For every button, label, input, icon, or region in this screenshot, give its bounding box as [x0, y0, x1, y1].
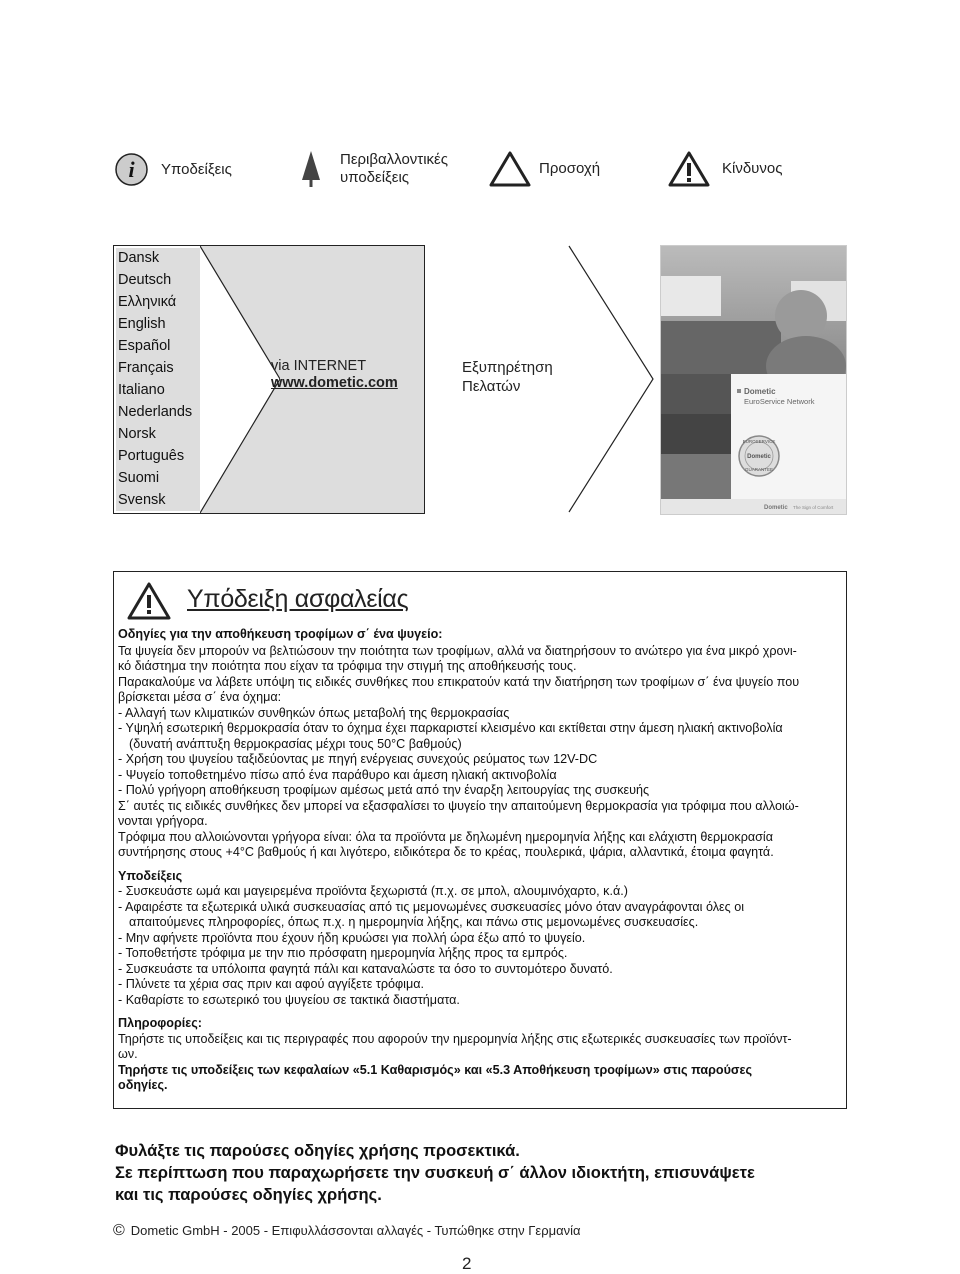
- paragraph-line: Τα ψυγεία δεν μπορούν να βελτιώσουν την ποιότητα των τροφίμων, αλλά να διατηρήσουν το ανώτερο για ένα μικρό χρονι-: [118, 643, 797, 658]
- paragraph-line: Σ΄ αυτές τις ειδικές συνθήκες δεν μπορεί να εξασφαλίσει το ψυγείο την απαιτούμενη θερμοκρασία για τρόφιμα που αλλοιώ-: [118, 798, 799, 813]
- legend-hints-label: Υποδείξεις: [161, 160, 232, 178]
- info-icon: [115, 153, 148, 186]
- language-item: Suomi: [118, 470, 160, 486]
- keep-instructions-notice: [115, 1140, 845, 1206]
- info-line-bold: οδηγίες.: [118, 1078, 168, 1092]
- safety-body: [118, 627, 840, 1094]
- condition-item: - Υψηλή εσωτερική θερμοκρασία όταν το όχημα έχει παρκαριστεί κλεισμένο και εκτίθεται στην άμεση ηλιακή ακτινοβολία: [118, 721, 783, 735]
- warning-danger-icon: [127, 582, 171, 620]
- copyright-line: [113, 1222, 581, 1240]
- legend-hints: [115, 153, 232, 186]
- language-box: [113, 245, 425, 514]
- legend-danger-label: Κίνδυνος: [722, 160, 783, 177]
- seal-mid-text: Dometic: [747, 454, 771, 460]
- euroservice-seal: [739, 436, 779, 476]
- tree-icon: [300, 150, 322, 188]
- seal-top-text: EUROSERVICE: [742, 439, 776, 444]
- page-number: 2: [462, 1254, 472, 1273]
- notice-line: και τις παρούσες οδηγίες χρήσης.: [115, 1186, 382, 1204]
- language-item: Nederlands: [118, 404, 193, 420]
- language-item: Dansk: [118, 250, 160, 266]
- condition-item: - Αλλαγή των κλιματικών συνθηκών όπως μεταβολή της θερμοκρασίας: [118, 705, 510, 720]
- paragraph-line: κό διάστημα την ποιότητα που είχαν τα τρόφιμα την στιγμή της αποθήκευσής τους.: [118, 659, 577, 673]
- language-item: Português: [118, 448, 185, 464]
- condition-item: - Χρήση του ψυγείου ταξιδεύοντας με πηγή ενέργειας συνεχούς ρεύματος των 12V-DC: [118, 752, 598, 766]
- euroservice-brochure-image: [660, 245, 847, 515]
- storage-heading: Οδηγίες για την αποθήκευση τροφίμων σ΄ ένα ψυγείο:: [118, 627, 443, 641]
- hints-heading: Υποδείξεις: [118, 868, 183, 883]
- seal-bottom-text: GUARANTEE: [744, 467, 774, 472]
- brochure-network: EuroService Network: [744, 397, 815, 406]
- notice-line: Φυλάξτε τις παρούσες οδηγίες χρήσης προσεκτικά.: [115, 1142, 520, 1160]
- condition-item: - Πολύ γρήγορη αποθήκευση τροφίμων αμέσως μετά από την έναρξη λειτουργίας της συσκευής: [118, 783, 650, 797]
- legend-environment: [300, 150, 448, 188]
- hint-item: - Τοποθετήστε τρόφιμα με την πιο πρόσφατη ημερομηνία λήξης προς τα εμπρός.: [118, 946, 568, 960]
- hint-item: - Συσκευάστε τα υπόλοιπα φαγητά πάλι και καταναλώστε τα όσο το συντομότερο δυνατό.: [118, 961, 613, 976]
- customer-service: [462, 358, 553, 396]
- arrow-chevron-icon: [568, 245, 654, 513]
- warning-triangle-icon: [489, 151, 531, 187]
- language-item: Deutsch: [118, 272, 172, 288]
- language-item: Français: [118, 360, 174, 376]
- notice-line: Σε περίπτωση που παραχωρήσετε την συσκευή σ΄ άλλον ιδιοκτήτη, επισυνάψετε: [115, 1164, 755, 1182]
- arrow-chevron-icon: [200, 246, 280, 513]
- hint-item: - Πλύνετε τα χέρια σας πριν και αφού αγγίξετε τρόφιμα.: [118, 977, 424, 991]
- paragraph-line: συντήρησης στους +4°C βαθμούς ή και λιγότερο, ειδικότερα δε το κρέας, πουλερικά, ψάρια, αλλαντικά, έτοιμα φαγητά.: [118, 845, 774, 859]
- condition-item: - Ψυγείο τοποθετημένο πίσω από ένα παράθυρο και άμεση ηλιακή ακτινοβολία: [118, 767, 557, 782]
- paragraph-line: νονται γρήγορα.: [118, 814, 208, 828]
- customer-service-line1: Εξυπηρέτηση: [462, 359, 553, 376]
- paragraph-line: Τρόφιμα που αλλοιώνονται γρήγορα είναι: όλα τα προϊόντα με δηλωμένη ημερομηνία λήξης και ελάχιστη θερμοκρασία: [118, 829, 774, 844]
- legend-caution-label: Προσοχή: [539, 160, 601, 177]
- hint-item: - Μην αφήνετε προϊόντα που έχουν ήδη κρυώσει για πολλή ώρα έξω από το ψυγείο.: [118, 930, 586, 945]
- legend-environment-line2: υποδείξεις: [340, 169, 410, 186]
- hint-item: - Συσκευάστε ωμά και μαγειρεμένα προϊόντα ξεχωριστά (π.χ. σε μπολ, αλουμινόχαρτο, κ.ά.): [118, 884, 628, 898]
- copyright-icon: ©: [113, 1222, 125, 1239]
- via-internet-label: via INTERNET: [271, 358, 367, 374]
- customer-service-line2: Πελατών: [462, 378, 521, 395]
- hint-item: - Καθαρίστε το εσωτερικό του ψυγείου σε τακτικά διαστήματα.: [118, 992, 460, 1007]
- language-item: Ελληνικά: [118, 294, 177, 310]
- language-item: Svensk: [118, 492, 166, 508]
- via-internet: [271, 358, 398, 392]
- svg-text:i: i: [128, 157, 135, 182]
- dometic-url-link[interactable]: www.dometic.com: [271, 375, 398, 391]
- info-line: ων.: [118, 1047, 138, 1061]
- language-item: Español: [118, 338, 171, 354]
- paragraph-line: Παρακαλούμε να λάβετε υπόψη τις ειδικές συνθήκες που επικρατούν κατά την διατήρηση των τροφίμων σ΄ ένα ψυγείο που: [118, 674, 800, 689]
- hint-item-cont: απαιτούμενες πληροφορίες, όπως π.χ. η ημερομηνία λήξης, και πάνω στις μεμονωμένες συσκευασίες.: [129, 915, 699, 929]
- copyright-text: Dometic GmbH - 2005 - Επιφυλλάσσονται αλλαγές - Τυπώθηκε στην Γερμανία: [130, 1223, 581, 1238]
- language-item: Norsk: [118, 426, 156, 442]
- language-item: English: [118, 316, 166, 332]
- legend-environment-line1: Περιβαλλοντικές: [340, 151, 448, 168]
- brochure-footer-tag: The Sign of Comfort: [793, 505, 834, 510]
- condition-item-cont: (δυνατή ανάπτυξη θερμοκρασίας μέχρι τους 50°C βαθμούς): [129, 736, 462, 751]
- safety-title: Υπόδειξη ασφαλείας: [187, 585, 409, 613]
- info-line: Τηρήστε τις υποδείξεις και τις περιγραφές που αφορούν την ημερομηνία λήξης στις εξωτερικές συσκευασίες των προϊόντ-: [118, 1031, 792, 1046]
- legend-danger: [668, 151, 782, 187]
- safety-notice-box: [113, 571, 847, 1109]
- brochure-footer-brand: Dometic: [764, 505, 788, 511]
- language-item: Italiano: [118, 382, 165, 398]
- paragraph-line: βρίσκεται μέσα σ΄ ένα όχημα:: [118, 690, 282, 704]
- brochure-brand: Dometic: [744, 387, 776, 396]
- info-heading: Πληροφορίες:: [118, 1016, 202, 1030]
- brochure-illustration: [661, 246, 846, 514]
- language-list: [116, 248, 202, 511]
- danger-triangle-icon: [668, 151, 710, 187]
- legend-caution: [489, 151, 600, 187]
- info-line-bold: Τηρήστε τις υποδείξεις των κεφαλαίων «5.1 Καθαρισμός» και «5.3 Αποθήκευση τροφίμων» στις παρούσες: [118, 1062, 753, 1077]
- hint-item: - Αφαιρέστε τα εξωτερικά υλικά συσκευασίας από τις μεμονωμένες συσκευασίες μόνο όταν αναγράφονται όλες οι: [118, 899, 745, 914]
